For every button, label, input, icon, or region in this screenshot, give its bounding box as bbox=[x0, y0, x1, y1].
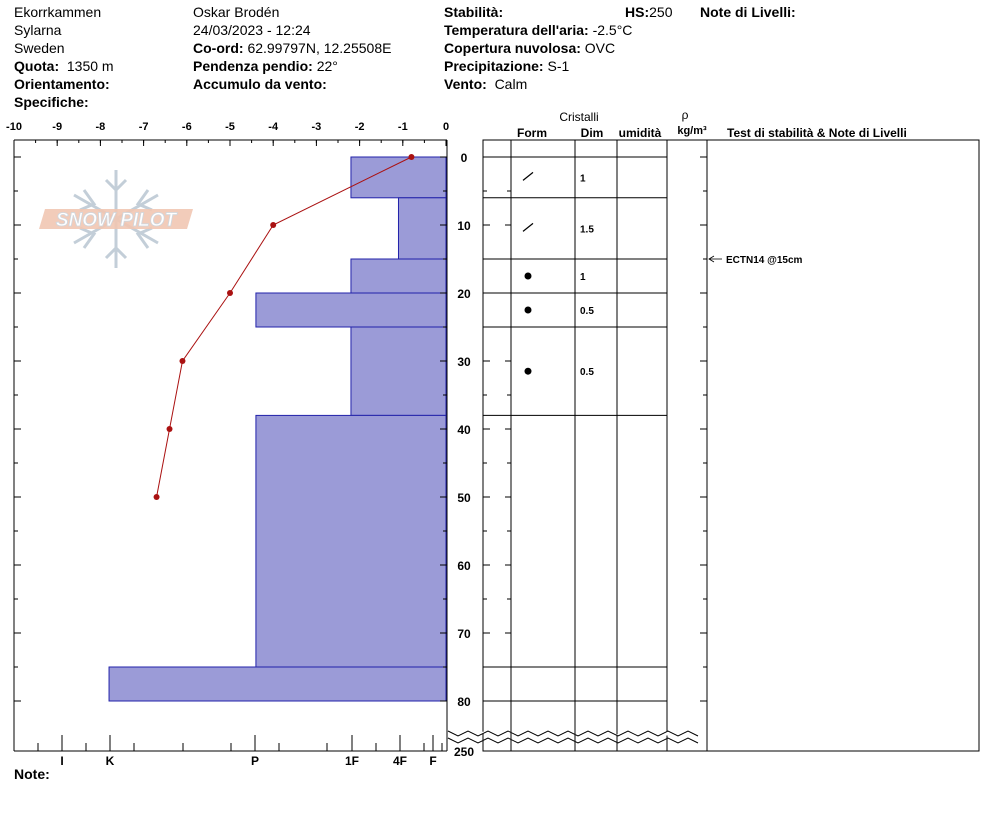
depth-tick-label: 40 bbox=[457, 423, 471, 437]
layer-table-cells bbox=[523, 172, 594, 378]
stability-test-label: ECTN14 @15cm bbox=[726, 255, 803, 266]
hardness-tick-label: P bbox=[250, 754, 260, 768]
temp-tick-label: -5 bbox=[225, 121, 235, 133]
depth-break-marker bbox=[448, 731, 698, 743]
layer-bar-2 bbox=[351, 259, 446, 293]
temp-tick-label: -4 bbox=[268, 121, 279, 133]
dim-header: Dim bbox=[580, 126, 604, 140]
cloud-label: Copertura nuvolosa: bbox=[444, 40, 581, 56]
form-header: Form bbox=[517, 126, 547, 140]
hardness-tick-label: 1F bbox=[344, 754, 360, 768]
depth-tick-label: 70 bbox=[457, 627, 471, 641]
hardness-tick-label: 4F bbox=[392, 754, 408, 768]
hardness-tick-label: F bbox=[429, 754, 437, 768]
specifics-label: Specifiche: bbox=[14, 94, 89, 110]
temp-tick-label: -8 bbox=[95, 121, 106, 133]
notes-label: Note: bbox=[14, 766, 50, 782]
depth-tick-label: 10 bbox=[457, 219, 471, 233]
rounded-grains-icon bbox=[525, 273, 532, 280]
crystals-header: Cristalli bbox=[559, 110, 599, 124]
level-notes-label: Note di Livelli: bbox=[700, 4, 796, 20]
country-name: Sweden bbox=[14, 40, 65, 56]
observer-name: Oskar Brodén bbox=[193, 4, 280, 20]
depth-bottom-label: 250 bbox=[453, 745, 475, 759]
temperature-point bbox=[167, 426, 173, 432]
tests-header: Test di stabilità & Note di Livelli bbox=[727, 126, 907, 140]
layer-bar-5 bbox=[256, 415, 446, 667]
cloud-value: OVC bbox=[584, 40, 616, 56]
logo-text: SNOW PILOT bbox=[55, 210, 177, 231]
temp-tick-label: -6 bbox=[181, 121, 192, 133]
temp-tick-label: -10 bbox=[6, 121, 22, 133]
snowpilot-logo bbox=[39, 170, 193, 268]
air-temp-label: Temperatura dell'aria: bbox=[444, 22, 589, 38]
coordinates-value: 62.99797N, 12.25508E bbox=[247, 40, 392, 56]
hs-value: 250 bbox=[649, 4, 673, 20]
grain-size-value: 1.5 bbox=[580, 224, 594, 236]
temp-tick-label: -2 bbox=[354, 121, 365, 133]
site-name: Ekorrkammen bbox=[14, 4, 102, 20]
layer-bars bbox=[109, 157, 446, 701]
wind-loading-label: Accumulo da vento: bbox=[193, 76, 327, 92]
slope-value: 22° bbox=[316, 58, 338, 74]
depth-tick-label: 0 bbox=[460, 151, 468, 165]
layer-bar-6 bbox=[109, 667, 446, 701]
stability-label: Stabilità: bbox=[444, 4, 504, 20]
temp-tick-label: 0 bbox=[442, 121, 450, 133]
hardness-tick-label: K bbox=[105, 754, 115, 768]
moisture-header: umidità bbox=[618, 126, 662, 140]
density-symbol-header: ρ bbox=[681, 108, 689, 122]
temp-tick-label: -1 bbox=[397, 121, 408, 133]
coordinates-label: Co-ord: bbox=[193, 40, 244, 56]
temp-tick-label: -7 bbox=[138, 121, 149, 133]
temperature-point bbox=[270, 222, 276, 228]
grain-size-value: 0.5 bbox=[580, 367, 594, 379]
layer-bar-1 bbox=[398, 198, 446, 259]
density-unit-header: kg/m³ bbox=[677, 125, 707, 137]
elevation-value: 1350 m bbox=[66, 58, 114, 74]
observation-datetime: 24/03/2023 - 12:24 bbox=[193, 22, 311, 38]
precip-label: Precipitazione: bbox=[444, 58, 544, 74]
aspect-label: Orientamento: bbox=[14, 76, 110, 92]
temp-tick-label: -9 bbox=[52, 121, 63, 133]
depth-tick-label: 30 bbox=[457, 355, 471, 369]
grain-size-value: 1 bbox=[580, 173, 586, 185]
elevation-label: Quota: bbox=[14, 58, 60, 74]
temperature-point bbox=[179, 358, 185, 364]
depth-tick-label: 80 bbox=[457, 695, 471, 709]
stability-test-marker bbox=[709, 255, 803, 266]
precip-particles-icon bbox=[523, 172, 533, 180]
wind-value: Calm bbox=[494, 76, 528, 92]
grain-size-value: 1 bbox=[580, 272, 586, 283]
layer-bar-4 bbox=[351, 327, 446, 415]
temperature-axis bbox=[6, 121, 449, 146]
air-temp-value: -2.5°C bbox=[592, 22, 633, 38]
temp-tick-label: -3 bbox=[311, 121, 322, 133]
grain-size-value: 0.5 bbox=[580, 306, 594, 317]
hardness-tick-label: I bbox=[60, 754, 64, 768]
rounded-grains-icon bbox=[525, 307, 532, 314]
table-depth-ticks bbox=[483, 157, 707, 701]
depth-tick-label: 20 bbox=[457, 287, 471, 301]
temperature-point bbox=[154, 494, 160, 500]
hs-label: HS: bbox=[625, 4, 650, 20]
temperature-point bbox=[408, 154, 414, 160]
wind-label: Vento: bbox=[444, 76, 487, 92]
depth-tick-label: 50 bbox=[457, 491, 471, 505]
precip-value: S-1 bbox=[547, 58, 570, 74]
rounded-grains-icon bbox=[525, 368, 532, 375]
precip-particles-icon bbox=[523, 223, 533, 231]
depth-tick-label: 60 bbox=[457, 559, 471, 573]
layer-bar-3 bbox=[256, 293, 446, 327]
temperature-point bbox=[227, 290, 233, 296]
layer-table bbox=[483, 140, 979, 751]
area-name: Sylarna bbox=[14, 22, 62, 38]
slope-label: Pendenza pendio: bbox=[193, 58, 313, 74]
